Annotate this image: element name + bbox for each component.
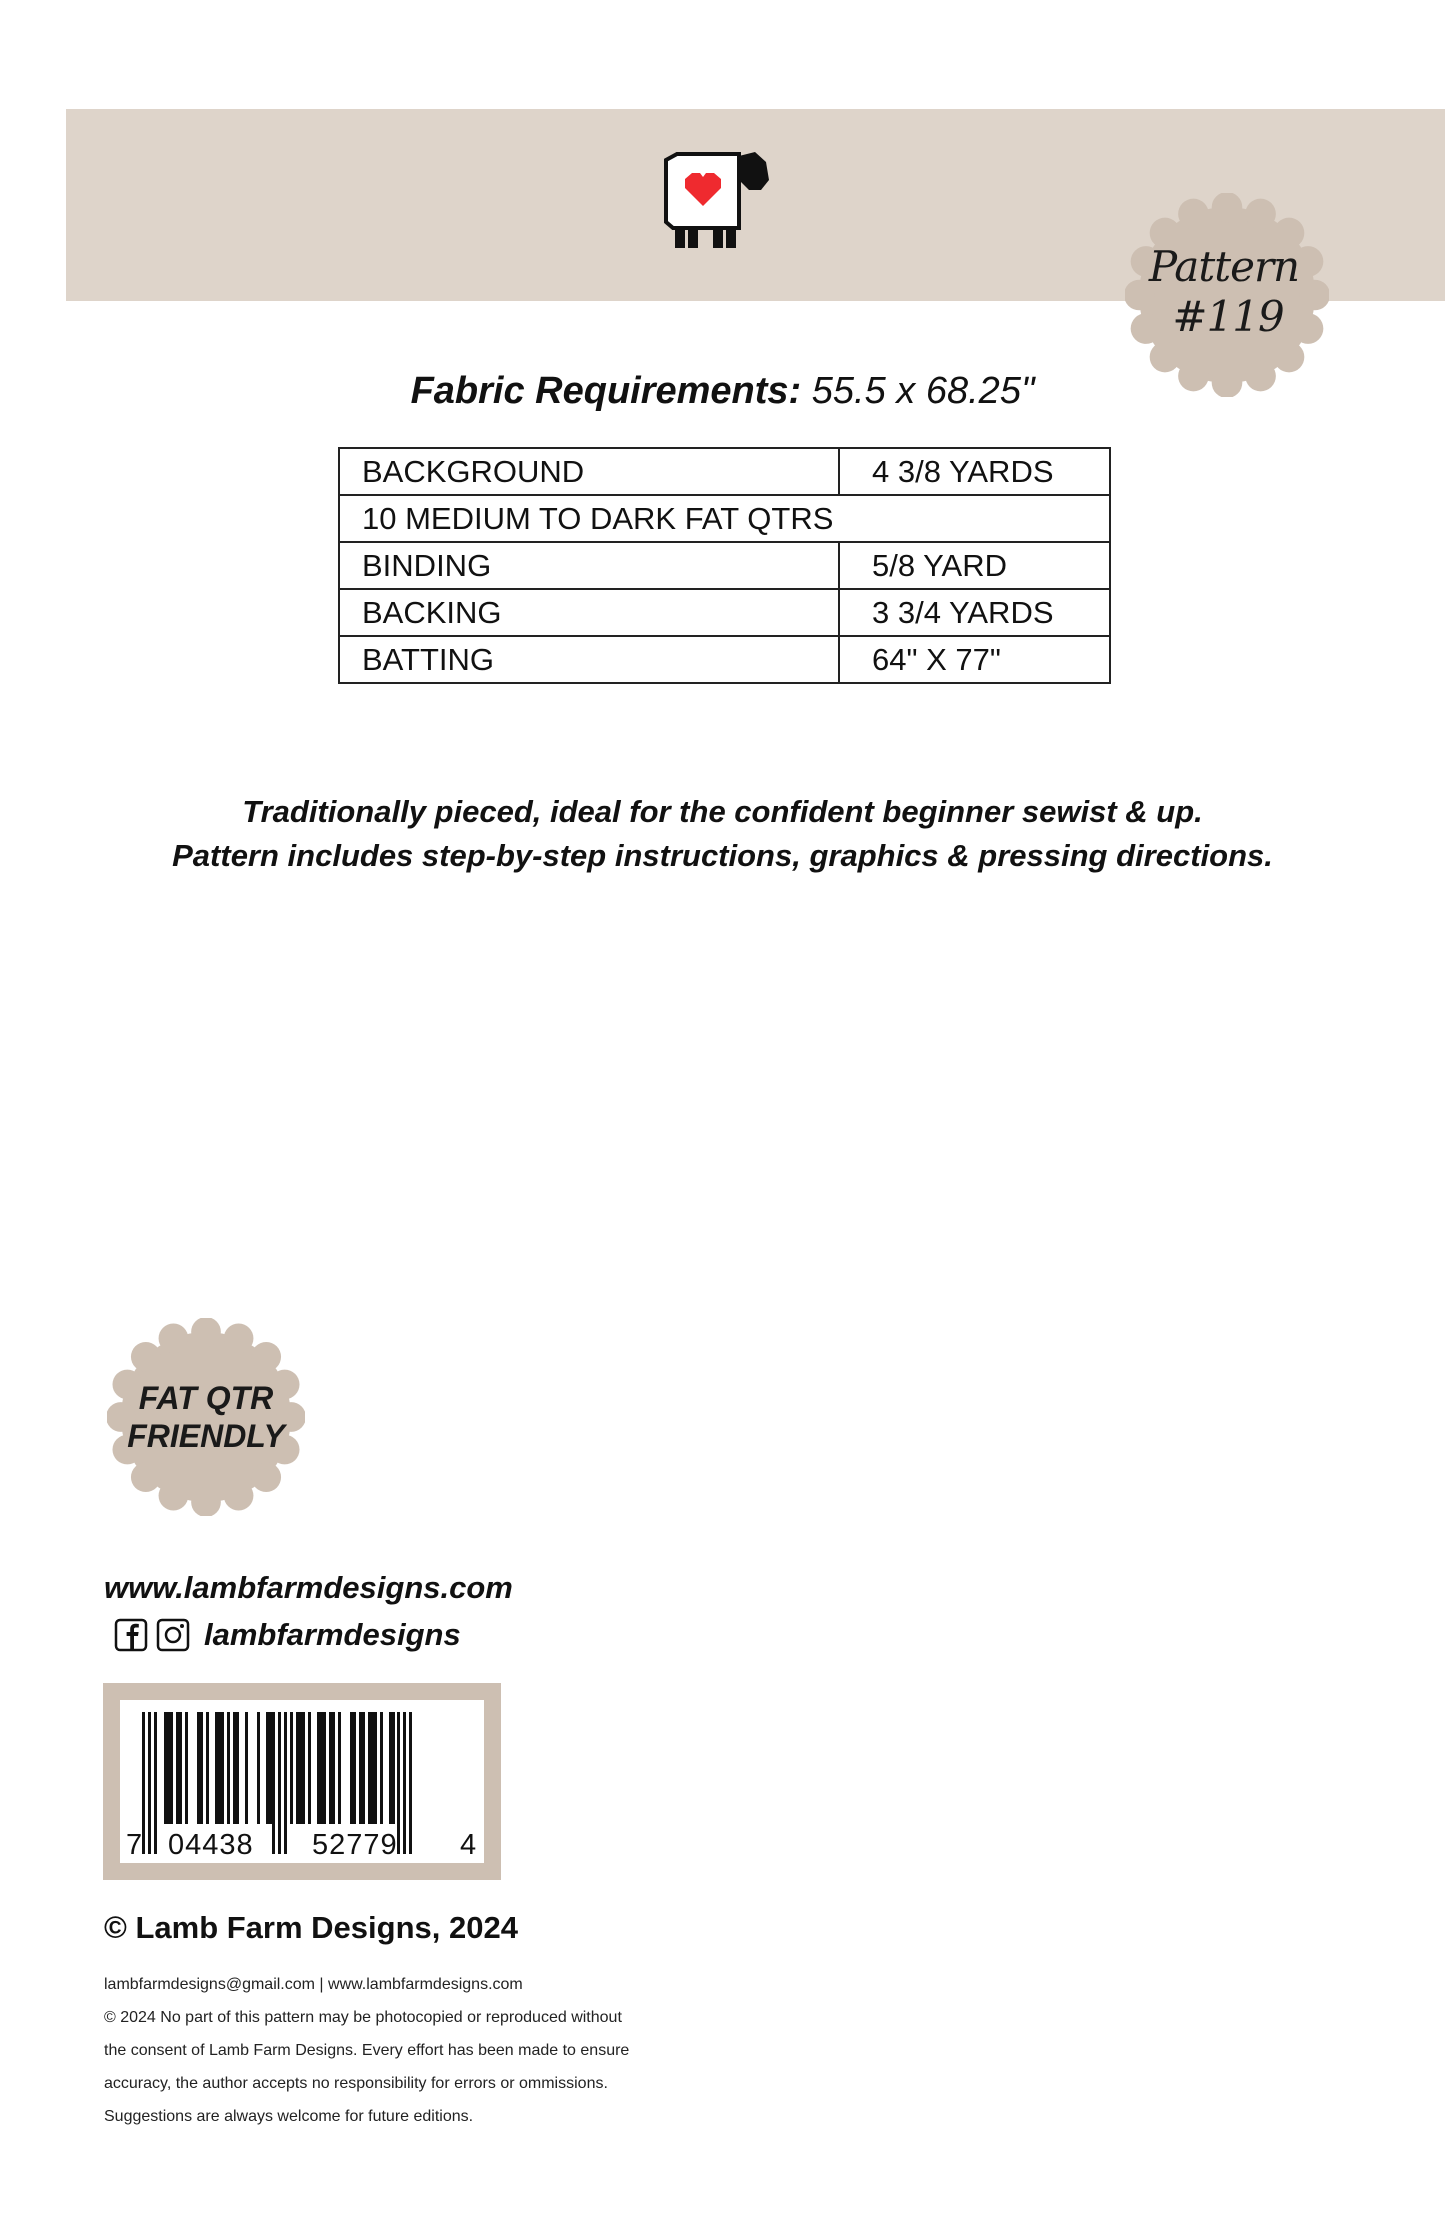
fat-qtr-friendly-badge [107,1318,305,1516]
fabric-item: BACKGROUND [339,448,839,495]
fabric-requirements-heading [0,370,1445,413]
legal-line: the consent of Lamb Farm Designs. Every effort has been made to ensure [104,2042,630,2059]
barcode-frame [103,1683,501,1880]
quilt-size: 55.5 x 68.25" [811,370,1035,412]
table-row [339,495,1110,542]
fabric-amount: 3 3/4 YARDS [839,589,1110,636]
fabric-requirements-table [338,447,1111,684]
social-links [114,1615,461,1655]
fabric-item: 10 MEDIUM TO DARK FAT QTRS [339,495,1110,542]
fabric-item: BATTING [339,636,839,683]
description-line: Pattern includes step-by-step instructions, graphics & pressing directions. [172,838,1273,873]
fabric-item: BACKING [339,589,839,636]
fabric-amount: 64" X 77" [839,636,1110,683]
fat-badge-line: FAT QTR [138,1380,274,1416]
barcode-digits-left: 04438 [168,1829,254,1861]
legal-text [104,1968,724,2133]
website-link[interactable]: www.lambfarmdesigns.com [104,1570,513,1605]
instagram-icon[interactable] [156,1618,190,1652]
fabric-amount: 5/8 YARD [839,542,1110,589]
legal-line: accuracy, the author accepts no responsibility for errors or ommissions. [104,2075,608,2092]
pattern-number: #119 [1172,292,1284,341]
social-handle[interactable]: lambfarmdesigns [204,1617,461,1652]
contact-line: lambfarmdesigns@gmail.com | www.lambfarmdesigns.com [104,1976,523,1993]
fabric-amount: 4 3/8 YARDS [839,448,1110,495]
pattern-description [0,790,1445,878]
table-row [339,448,1110,495]
barcode-digit-last: 4 [460,1829,477,1861]
fabric-item: BINDING [339,542,839,589]
copyright-heading: © Lamb Farm Designs, 2024 [104,1910,518,1945]
legal-line: © 2024 No part of this pattern may be photocopied or reproduced without [104,2009,622,2026]
sheep-heart-icon [655,148,795,258]
barcode-bars [120,1700,484,1863]
table-row [339,542,1110,589]
legal-line: Suggestions are always welcome for future editions. [104,2108,474,2125]
description-line: Traditionally pieced, ideal for the confident beginner sewist & up. [242,794,1203,829]
facebook-icon[interactable] [114,1618,148,1652]
barcode-digits-right: 52779 [312,1829,398,1861]
fabric-requirements-label: Fabric Requirements: [410,370,802,412]
barcode-digit-first: 7 [126,1829,143,1861]
table-row [339,636,1110,683]
barcode [120,1700,484,1863]
fat-badge-line: FRIENDLY [127,1418,285,1454]
pattern-number-badge [1125,193,1329,397]
table-row [339,589,1110,636]
pattern-label: Pattern [1148,242,1300,291]
